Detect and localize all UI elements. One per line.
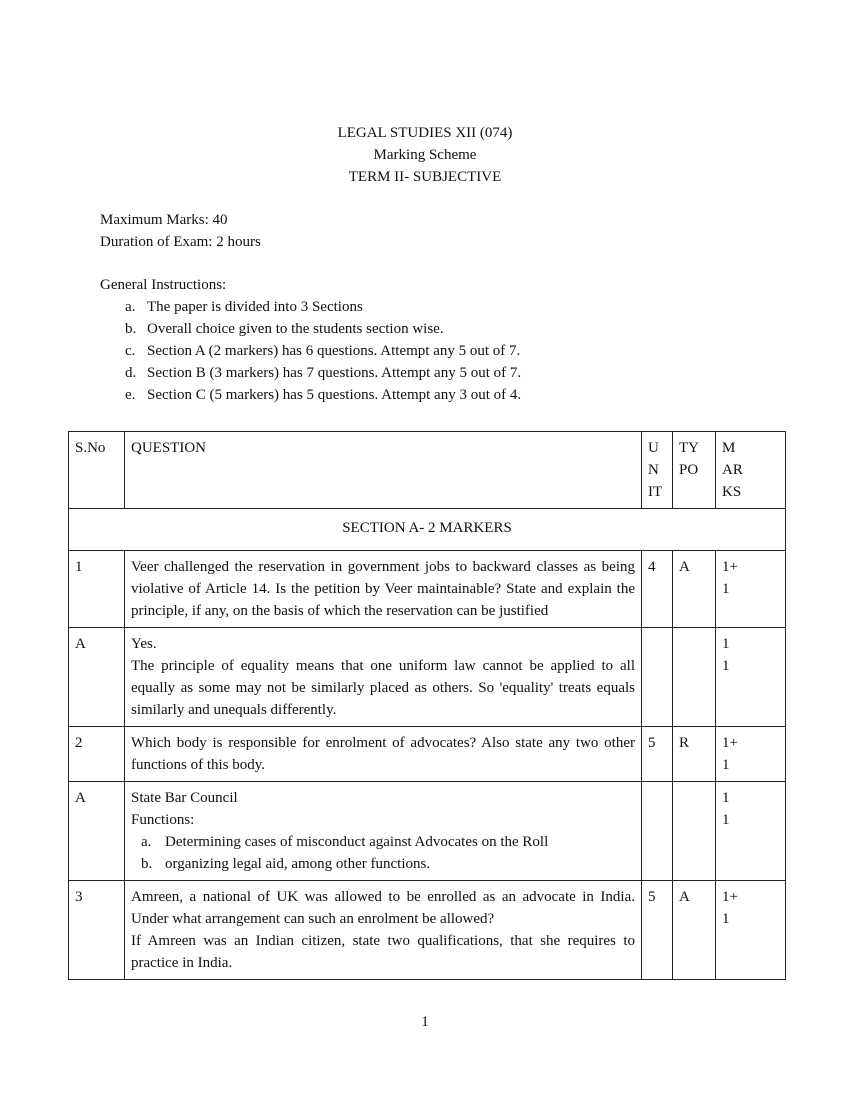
duration: Duration of Exam: 2 hours [100, 234, 261, 250]
marks-line: 1+ [722, 889, 738, 905]
scheme-title: Marking Scheme [373, 147, 477, 163]
header-unit-line: U [648, 440, 659, 456]
row-unit: 4 [642, 551, 673, 628]
question-line: If Amreen was an Indian citizen, state two qualifications, that she requires to practice in India. [131, 933, 635, 971]
header-typo-line: TY [679, 440, 699, 456]
row-typo [673, 628, 716, 727]
row-typo: R [673, 727, 716, 782]
instruction-text: The paper is divided into 3 Sections [147, 299, 363, 315]
answer-title: State Bar Council [131, 790, 238, 806]
marks-line: 1 [722, 581, 730, 597]
subitem-text: Determining cases of misconduct against Advocates on the Roll [165, 834, 549, 850]
row-marks [716, 881, 786, 980]
instruction-text: Section A (2 markers) has 6 questions. Attempt any 5 out of 7. [147, 343, 521, 359]
question-line: Amreen, a national of UK was allowed to be enrolled as an advocate in India. Under what arrangement can such an enrolment be allowed? [131, 889, 635, 927]
header-typo [673, 432, 716, 509]
answer-line: Yes. [131, 636, 157, 652]
answer-subtitle: Functions: [131, 812, 195, 828]
row-typo: A [673, 881, 716, 980]
table-header-row [69, 432, 786, 509]
table-row [69, 782, 786, 881]
row-answer [125, 628, 642, 727]
header-question: QUESTION [125, 432, 642, 509]
header-unit-line: N [648, 462, 659, 478]
marks-line: 1 [722, 911, 730, 927]
table-row [69, 881, 786, 980]
header-marks-line: M [722, 440, 736, 456]
row-question [125, 881, 642, 980]
page-number: 1 [421, 1014, 429, 1030]
answer-subitem [131, 831, 635, 853]
instruction-marker: a. [125, 299, 136, 315]
instruction-item [125, 340, 521, 362]
instruction-marker: c. [125, 343, 136, 359]
document-header [0, 122, 850, 188]
instruction-item [125, 318, 521, 340]
exam-meta [100, 209, 261, 253]
marks-line: 1+ [722, 559, 738, 575]
header-typo-line: PO [679, 462, 699, 478]
marks-line: 1 [722, 812, 730, 828]
row-answer [125, 782, 642, 881]
marks-line: 1 [722, 658, 730, 674]
table-row [69, 628, 786, 727]
row-sno: A [69, 782, 125, 881]
subitem-marker: b. [141, 856, 153, 872]
row-question: Veer challenged the reservation in government jobs to backward classes as being violative of Article 14. Is the petition by Veer maintainable? State and explain the principle, if any, on the basis of which the reservation can be justified [125, 551, 642, 628]
table-row [69, 727, 786, 782]
instruction-item [125, 362, 522, 384]
marks-line: 1+ [722, 735, 738, 751]
row-typo: A [673, 551, 716, 628]
instruction-marker: e. [125, 387, 136, 403]
row-marks [716, 727, 786, 782]
row-sno: 2 [69, 727, 125, 782]
instruction-item [125, 384, 522, 406]
subitem-text: organizing legal aid, among other functions. [165, 856, 431, 872]
general-instructions [100, 274, 521, 406]
section-a-heading: SECTION A- 2 MARKERS [69, 509, 786, 551]
instruction-text: Section C (5 markers) has 5 questions. Attempt any 3 out of 4. [147, 387, 522, 403]
row-unit: 5 [642, 727, 673, 782]
header-marks [716, 432, 786, 509]
header-unit [642, 432, 673, 509]
instruction-item [125, 296, 521, 318]
header-marks-line: AR [722, 462, 743, 478]
instructions-list [100, 296, 521, 406]
table-row [69, 551, 786, 628]
row-sno: A [69, 628, 125, 727]
row-marks [716, 628, 786, 727]
term-title: TERM II- SUBJECTIVE [348, 169, 502, 185]
row-marks [716, 782, 786, 881]
instruction-text: Section B (3 markers) has 7 questions. Attempt any 5 out of 7. [147, 365, 522, 381]
row-marks [716, 551, 786, 628]
instruction-text: Overall choice given to the students section wise. [147, 321, 444, 337]
section-row [69, 509, 786, 551]
marks-line: 1 [722, 790, 730, 806]
instruction-marker: b. [125, 321, 137, 337]
row-sno: 3 [69, 881, 125, 980]
answer-line: The principle of equality means that one uniform law cannot be applied to all equally as some may not be similarly placed as others. So 'equality' treats equals similarly and unequals differently. [131, 658, 635, 718]
header-unit-line: IT [648, 484, 663, 500]
row-sno: 1 [69, 551, 125, 628]
row-question: Which body is responsible for enrolment of advocates? Also state any two other functions of this body. [125, 727, 642, 782]
row-unit [642, 782, 673, 881]
marks-line: 1 [722, 757, 730, 773]
row-unit: 5 [642, 881, 673, 980]
instructions-title: General Instructions: [100, 277, 227, 293]
row-unit [642, 628, 673, 727]
marks-line: 1 [722, 636, 730, 652]
header-marks-line: KS [722, 484, 742, 500]
subject-title: LEGAL STUDIES XII (074) [337, 125, 513, 141]
marking-scheme-table [68, 431, 786, 980]
header-sno: S.No [69, 432, 125, 509]
max-marks: Maximum Marks: 40 [100, 212, 228, 228]
row-typo [673, 782, 716, 881]
subitem-marker: a. [141, 834, 152, 850]
answer-subitem [131, 853, 635, 875]
instruction-marker: d. [125, 365, 137, 381]
